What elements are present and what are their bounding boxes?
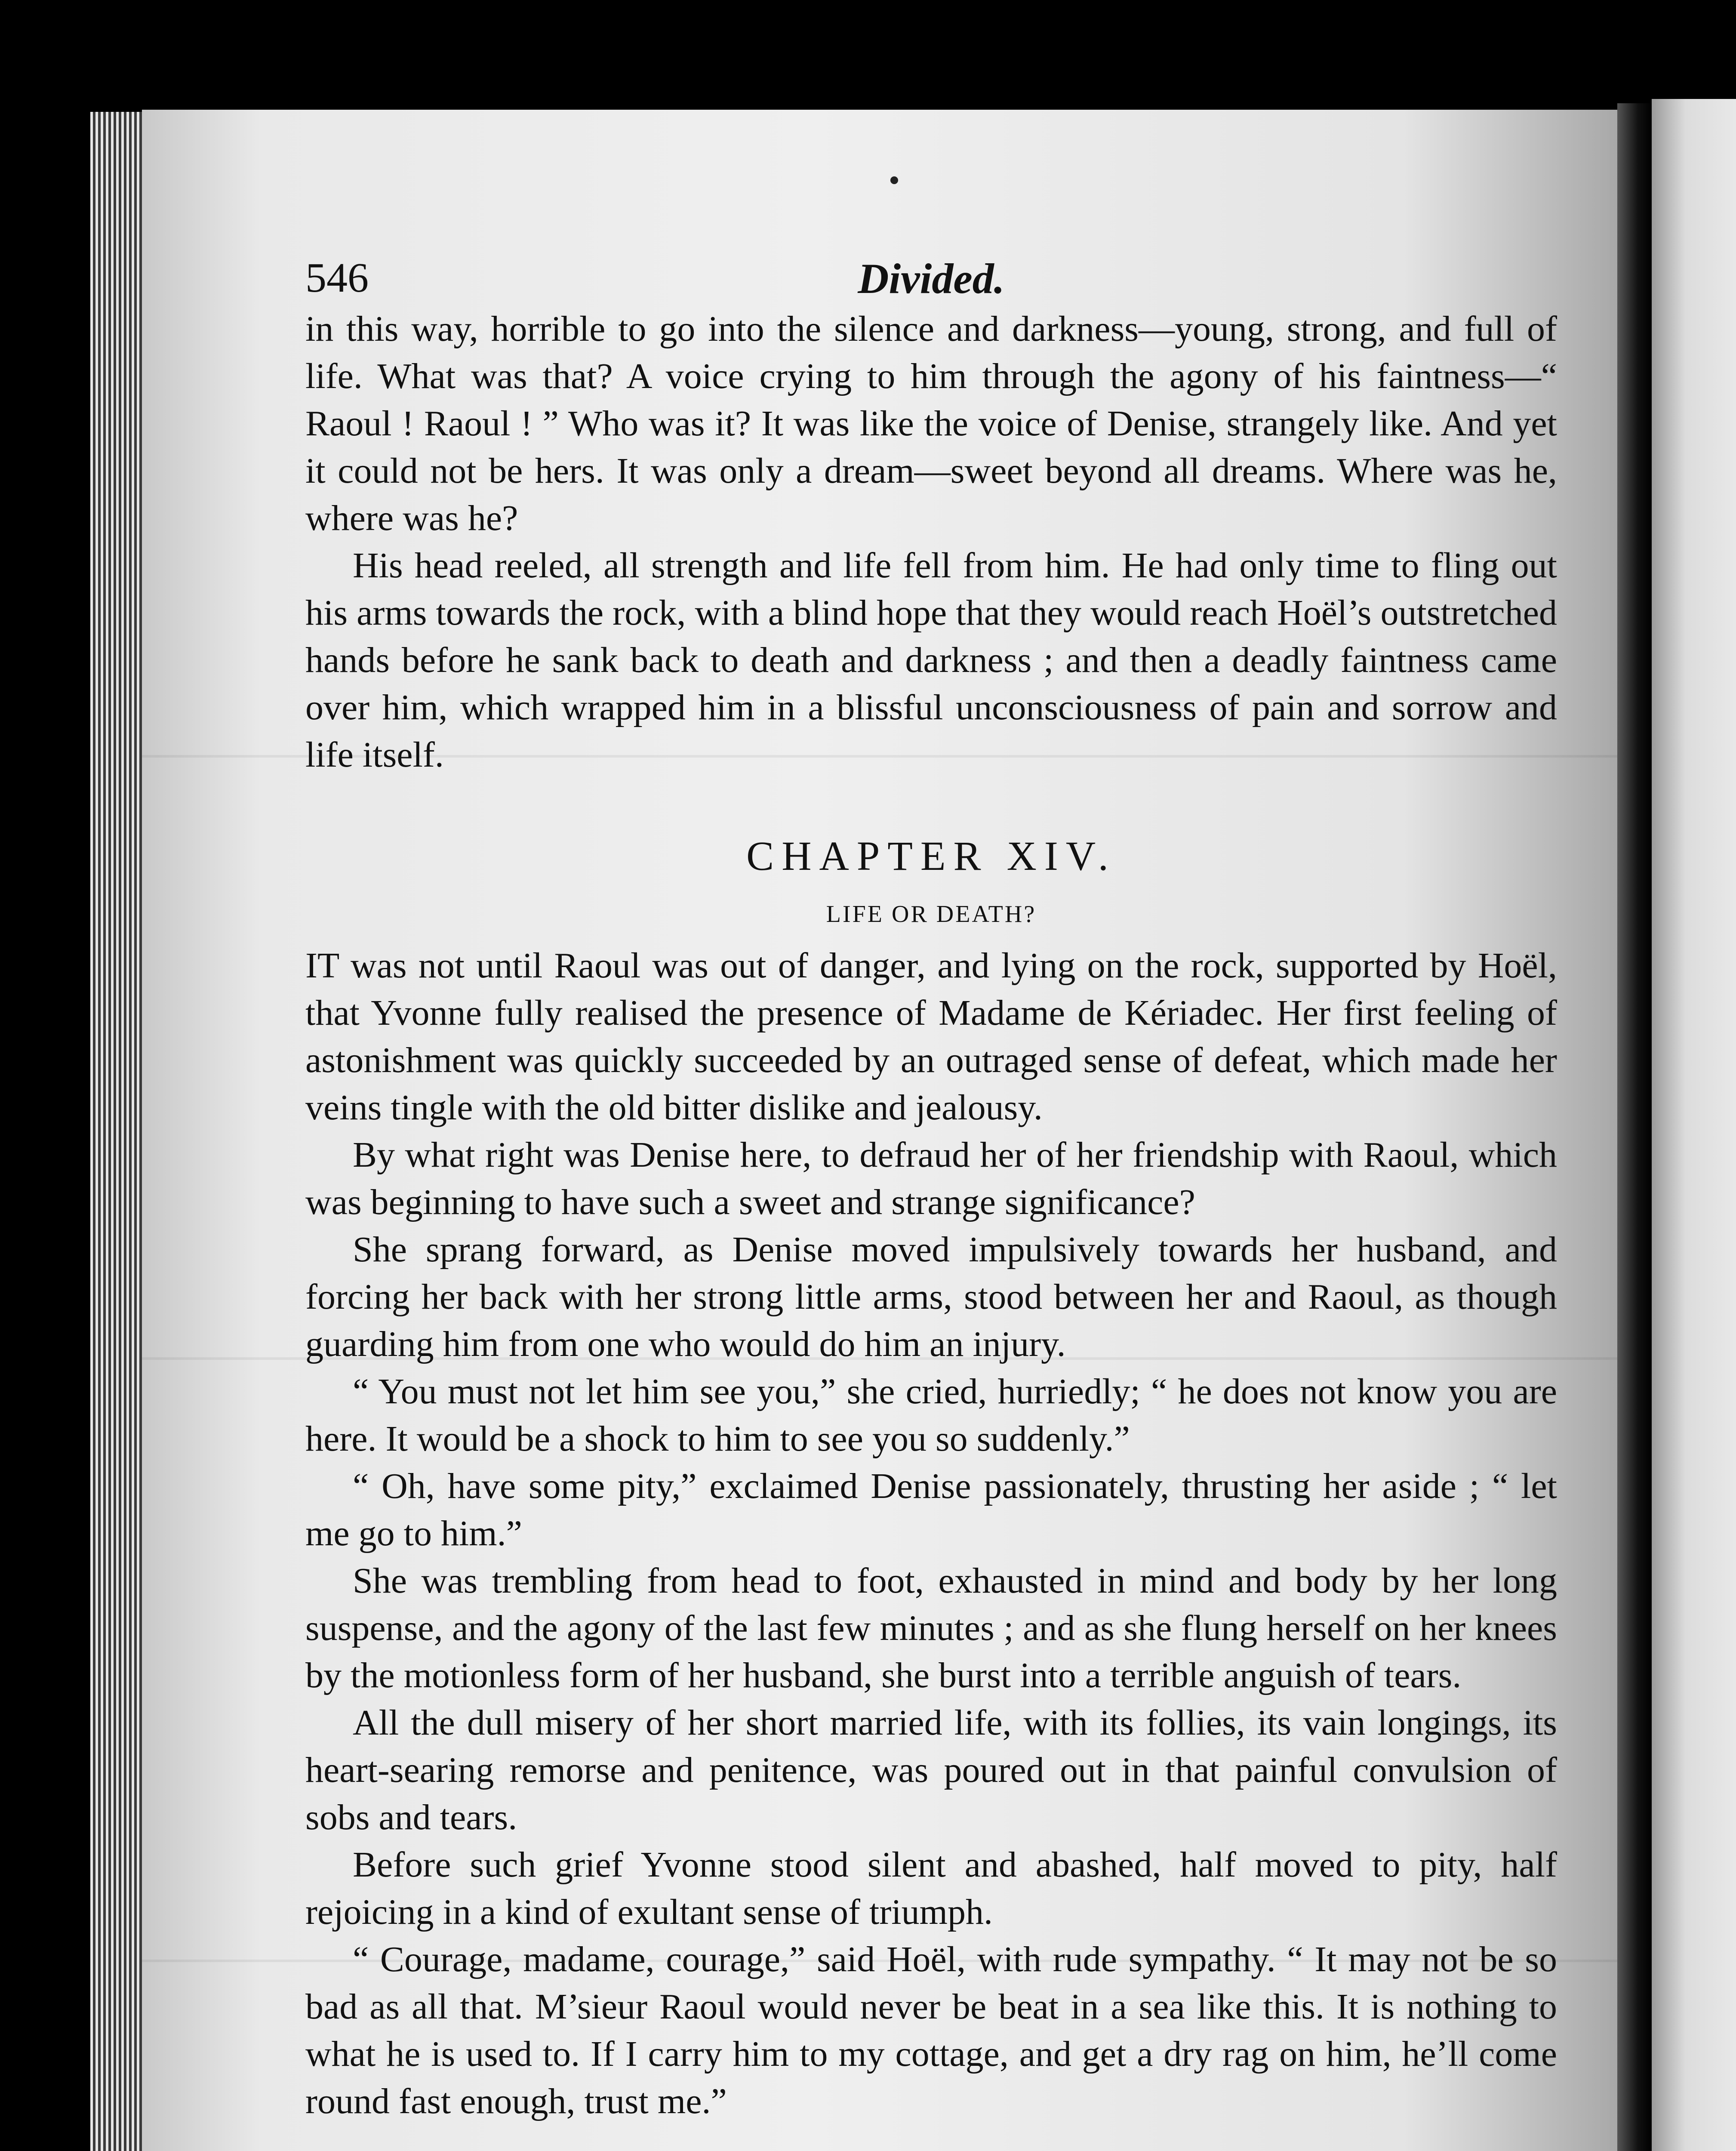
chapter-subtitle: LIFE OR DEATH? [826, 901, 1037, 928]
paragraph: “ Courage, madame, courage,” said Hoël, with rude sympathy. “ It may not be so bad as all that. M’sieur Raoul would never be beat in a sea like this. It is nothing to what he is used to. If I carry him to my cottage, and get a dry rag on him, he’ll come round fast enough, trust me.” [305, 1939, 1557, 2121]
paragraph: She was trembling from head to foot, exhausted in mind and body by her long suspense, and the agony of the last few minutes ; and as she flung herself on her knees by the motionless form of her husband, she burst into a terrible anguish of tears. [305, 1561, 1557, 1695]
facing-page-edge [1652, 99, 1736, 2151]
ink-speck [890, 176, 898, 184]
paragraph: “ You must not let him see you,” she cried, hurriedly; “ he does not know you are here. It would be a shock to him to see you so suddenly.” [305, 1371, 1557, 1459]
book-gutter [1617, 103, 1652, 2151]
running-head [305, 241, 1557, 305]
paragraph: His head reeled, all strength and life fell from him. He had only time to fling out his arms towards the rock, with a blind hope that they would reach Hoël’s outstretched hands before he sank back to death and darkness ; and then a deadly faintness came over him, which wrapped him in a blissful unconsciousness of pain and sorrow and life itself. [305, 545, 1557, 775]
chapter-heading: CHAPTER XIV. [746, 833, 1116, 879]
paragraph: By what right was Denise here, to defraud her of her friendship with Raoul, which was beginning to have such a sweet and strange significance? [305, 1135, 1557, 1222]
paragraph: “ Oh, have some pity,” exclaimed Denise passionately, thrusting her aside ; “ let me go to him.” [305, 1466, 1557, 1553]
paragraph: Before such grief Yvonne stood silent and abashed, half moved to pity, half rejoicing in a kind of exultant sense of triumph. [305, 1845, 1557, 1932]
paragraph: IT was not until Raoul was out of danger, and lying on the rock, supported by Hoël, that Yvonne fully realised the presence of Madame de Kériadec. Her first feeling of astonishment was quickly succeeded by an outraged sense of defeat, which made her veins tingle with the old bitter dislike and jealousy. [305, 946, 1557, 1128]
page-text [305, 241, 1557, 2125]
running-title: Divided. [858, 255, 1005, 302]
paragraph: in this way, horrible to go into the silence and darkness—young, strong, and full of life. What was that? A voice crying to him through the agony of his faintness—“ Raoul ! Raoul ! ” Who was it? It was like the voice of Denise, strangely like. And yet it could not be hers. It was only a dream—sweet beyond all dreams. Where was he, where was he? [305, 309, 1557, 538]
page-number: 546 [305, 255, 369, 301]
paragraph: She sprang forward, as Denise moved impulsively towards her husband, and forcing her back with her strong little arms, stood between her and Raoul, as though guarding him from one who would do him an injury. [305, 1230, 1557, 1364]
paragraph: All the dull misery of her short married life, with its follies, its vain longings, its heart-searing remorse and penitence, was poured out in that painful convulsion of sobs and tears. [305, 1703, 1557, 1837]
